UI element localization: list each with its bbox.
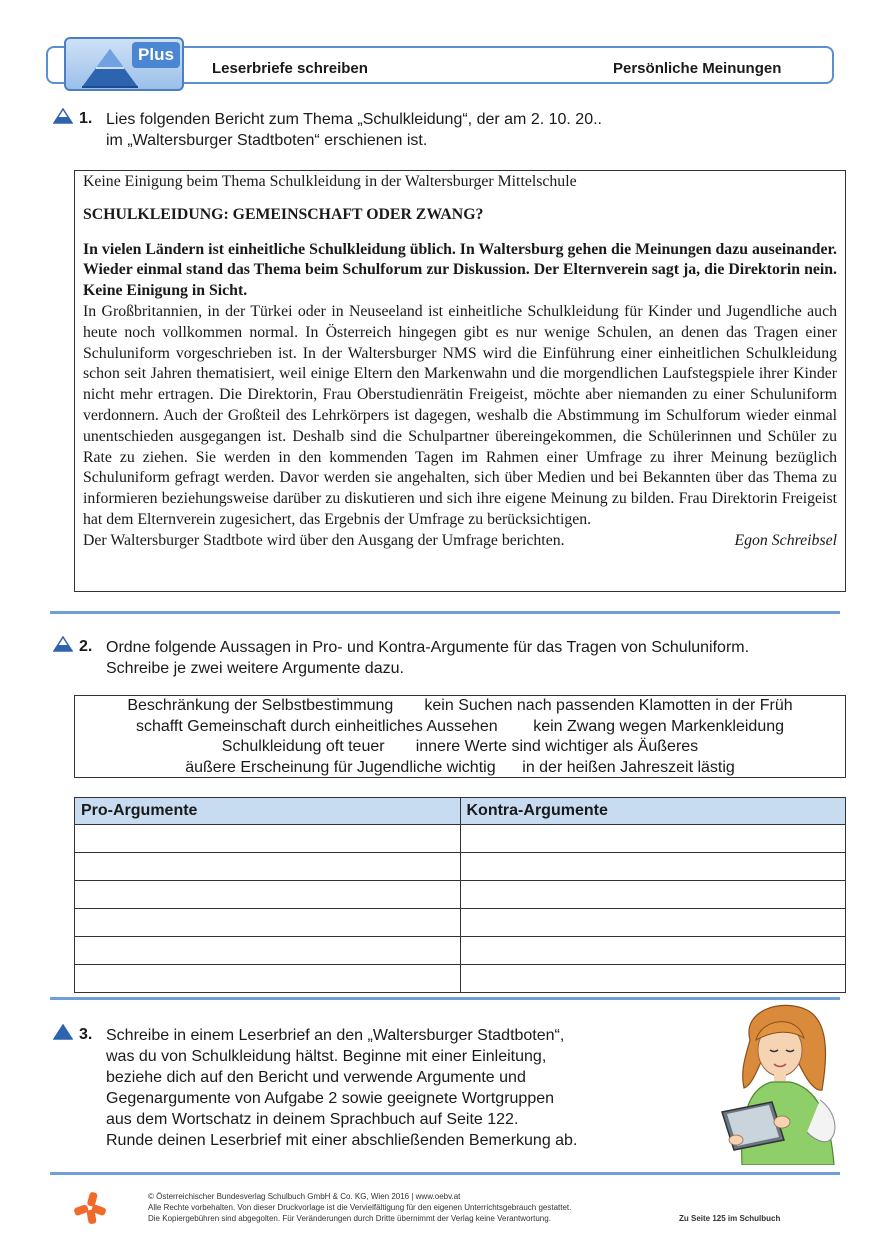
pyramid-icon bbox=[80, 47, 140, 89]
footer-fees: Die Kopiergebühren sind abgegolten. Für Veränderungen durch Dritte übernimmt der Verlag keine Verantwortung. bbox=[148, 1214, 551, 1223]
contra-cell[interactable] bbox=[460, 853, 846, 881]
footer-rights: Alle Rechte vorbehalten. Von dieser Druckvorlage ist die Vervielfältigung für den eigenen Unterrichtsgebrauch gestattet. bbox=[148, 1203, 572, 1212]
footer-page-ref: Zu Seite 125 im Schulbuch bbox=[679, 1214, 781, 1223]
article-box bbox=[74, 170, 846, 592]
difficulty-pyramid-icon bbox=[53, 108, 73, 124]
plus-logo bbox=[64, 37, 184, 91]
girl-with-tablet-illustration bbox=[712, 1000, 847, 1165]
article-body: In Großbritannien, in der Türkei oder in Neuseeland ist einheitliche Schulkleidung für Kinder und Jugendliche auch heute noch vollkommen normal. In Österreich hingegen gibt es nur wenige Schulen, an denen das Tragen einer Schuluniform vorgeschrieben ist. In der Waltersburger NMS wird die Einführung einer einheitlichen Schulkleidung schon seit Jahren thematisiert, weil einige Eltern den Markenwahn und die morgendlichen Laufstegspiele ihrer Kinder nicht mehr ertragen. Die Direktorin, Frau Oberstudienrätin Freigeist, möchte aber niemanden zu einer Schuluniform verdonnern. Auch der Großteil des Lehrkörpers ist dagegen, weshalb die Abstimmung im Schulforum wieder einmal unentschieden ausgegangen ist. Deshalb sind die Schulpartner übereingekommen, die Schülerinnen und Schüler zu Rate zu ziehen. Sie werden in den kommenden Tagen im Rahmen einer Umfrage zu ihrer Meinung bezüglich Schuluniform gefragt werden. Davor werden sie angehalten, sich über Medien und bei Bekannten über das Thema zu informieren beziehungsweise darüber zu diskutieren und sich ihre eigene Meinung zu bilden. Frau Direktorin Freigeist hat dem Elternverein zugesichert, das Ergebnis der Umfrage zu berücksichtigen. bbox=[83, 302, 837, 528]
pro-cell[interactable] bbox=[75, 937, 461, 965]
pro-cell[interactable] bbox=[75, 825, 461, 853]
task2-line1: Ordne folgende Aussagen in Pro- und Kontra-Argumente für das Tragen von Schuluniform. bbox=[106, 639, 750, 656]
contra-cell[interactable] bbox=[460, 909, 846, 937]
task2-number: 2. bbox=[79, 638, 93, 655]
statements-row: Schulkleidung oft teuer innere Werte sind wichtiger als Äußeres bbox=[221, 738, 699, 755]
pro-cell[interactable] bbox=[75, 881, 461, 909]
task1-number: 1. bbox=[79, 110, 93, 127]
article-closing-line bbox=[83, 531, 837, 552]
pro-header: Pro-Argumente bbox=[75, 798, 461, 825]
task3-line3: beziehe dich auf den Bericht und verwende Argumente und bbox=[106, 1069, 526, 1086]
task3-line2: was du von Schulkleidung hältst. Beginne mit einer Einleitung, bbox=[106, 1048, 547, 1065]
article-author: Egon Schreibsel bbox=[734, 531, 837, 549]
pro-cell[interactable] bbox=[75, 853, 461, 881]
argument-table bbox=[74, 797, 846, 993]
contra-cell[interactable] bbox=[460, 825, 846, 853]
header-left-title: Leserbriefe schreiben bbox=[212, 60, 368, 77]
task1-line1: Lies folgenden Bericht zum Thema „Schulkleidung“, der am 2. 10. 20.. bbox=[106, 111, 602, 128]
contra-cell[interactable] bbox=[460, 965, 846, 993]
article-headline: SCHULKLEIDUNG: GEMEINSCHAFT ODER ZWANG? bbox=[83, 205, 484, 223]
task2-line2: Schreibe je zwei weitere Argumente dazu. bbox=[106, 660, 404, 677]
task3-line1: Schreibe in einem Leserbrief an den „Waltersburger Stadtboten“, bbox=[106, 1027, 565, 1044]
article-lead: In vielen Ländern ist einheitliche Schulkleidung üblich. In Waltersburg gehen die Meinungen dazu auseinander. Wieder einmal stand das Thema beim Schulforum zur Diskussion. Der Elternverein sagt ja, die Direktorin nein. Keine Einigung in Sicht. bbox=[83, 240, 837, 300]
article-closing: Der Waltersburger Stadtbote wird über den Ausgang der Umfrage berichten. bbox=[83, 531, 565, 549]
task3-number: 3. bbox=[79, 1026, 93, 1043]
divider bbox=[50, 611, 840, 614]
task3-line5: aus dem Wortschatz in deinem Sprachbuch auf Seite 122. bbox=[106, 1111, 519, 1128]
contra-cell[interactable] bbox=[460, 881, 846, 909]
difficulty-pyramid-icon bbox=[53, 1024, 73, 1040]
statements-box bbox=[74, 695, 846, 778]
pro-cell[interactable] bbox=[75, 909, 461, 937]
contra-cell[interactable] bbox=[460, 937, 846, 965]
task3-line4: Gegenargumente von Aufgabe 2 sowie geeignete Wortgruppen bbox=[106, 1090, 555, 1107]
contra-header: Kontra-Argumente bbox=[460, 798, 846, 825]
statements-row: schafft Gemeinschaft durch einheitliches Aussehen kein Zwang wegen Markenkleidung bbox=[135, 717, 785, 735]
statements-row: äußere Erscheinung für Jugendliche wichtig in der heißen Jahreszeit lästig bbox=[185, 758, 735, 776]
task3-line6: Runde deinen Leserbrief mit einer abschließenden Bemerkung ab. bbox=[106, 1132, 578, 1149]
article-kicker: Keine Einigung beim Thema Schulkleidung in der Waltersburger Mittelschule bbox=[83, 173, 577, 190]
header-right-title: Persönliche Meinungen bbox=[613, 60, 782, 77]
statements-row: Beschränkung der Selbstbestimmung kein Suchen nach passenden Klamotten in der Früh bbox=[127, 697, 793, 714]
divider bbox=[50, 1172, 840, 1175]
footer-copyright: © Österreichischer Bundesverlag Schulbuch GmbH & Co. KG, Wien 2016 | www.oebv.at bbox=[148, 1192, 461, 1201]
oebv-logo-icon bbox=[72, 1190, 108, 1226]
difficulty-pyramid-icon bbox=[53, 636, 73, 652]
pro-cell[interactable] bbox=[75, 965, 461, 993]
plus-label: Plus bbox=[132, 42, 180, 68]
task1-line2: im „Waltersburger Stadtboten“ erschienen ist. bbox=[106, 132, 428, 149]
